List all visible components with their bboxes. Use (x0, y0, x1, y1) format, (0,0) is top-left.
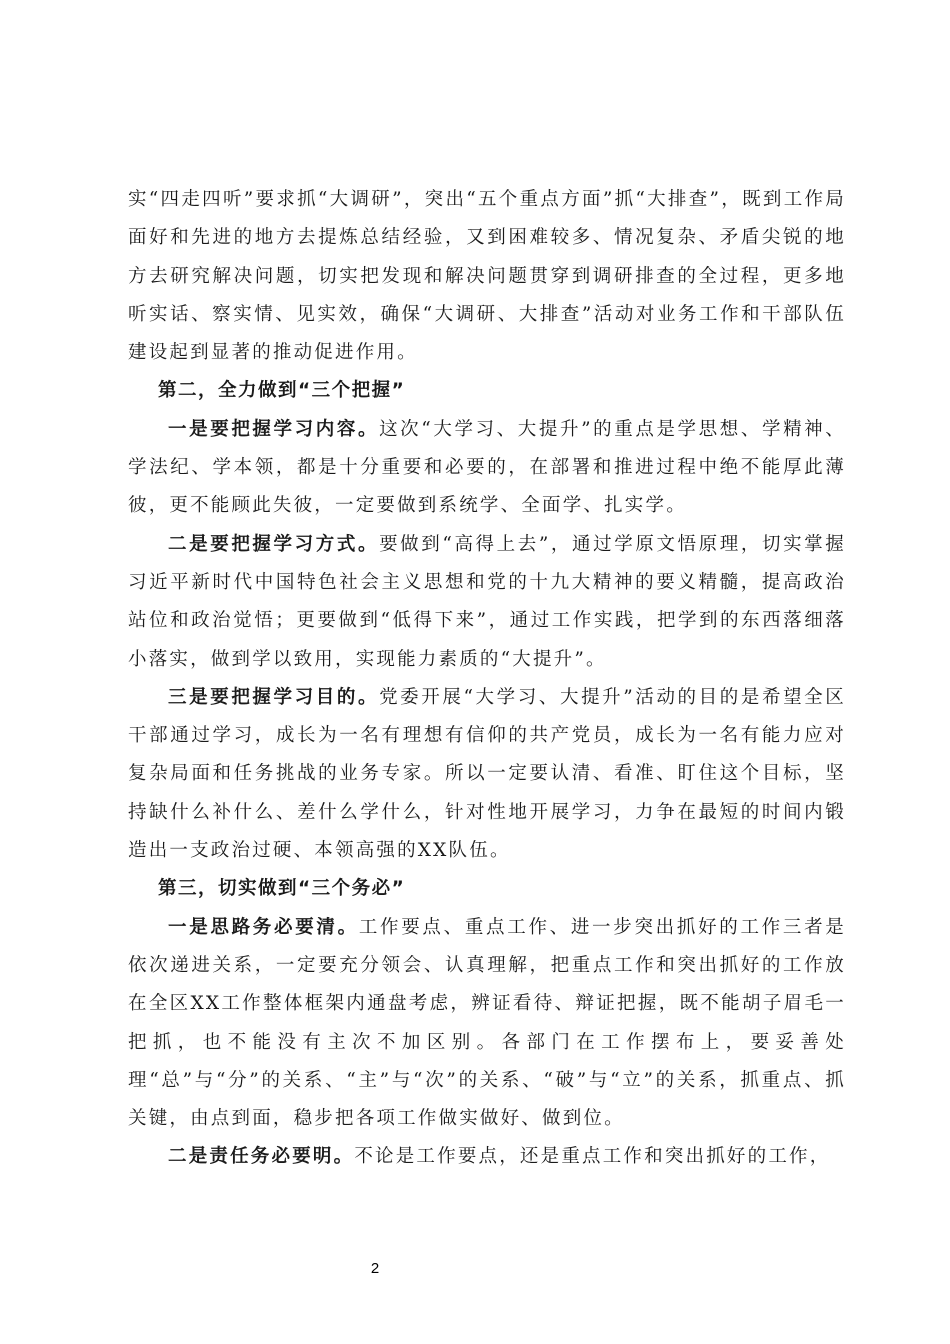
paragraph-text: 这次“大学习、大提升”的重点是学思想、学精神、学法纪、学本领，都是十分重要和必要的，在部署和推进过程中绝不能厚此薄彼，更不能顾此失彼，一定要做到系统学、全面学、扎实学。 (128, 418, 846, 517)
section-heading-two: 第二，全力做到“三个把握” (158, 380, 406, 402)
paragraph-text: 要做到“高得上去”，通过学原文悟原理，切实掌握习近平新时代中国特色社会主义思想和党的十九大精神的要义精髓，提高政治站位和政治觉悟；更要做到“低得下来”，通过工作实践，把学到的东西落细落小落实，做到学以致用，实现能力素质的“大提升”。 (128, 533, 846, 670)
document-body (128, 181, 846, 1177)
paragraph-continuation: 实“四走四听”要求抓“大调研”，突出“五个重点方面”抓“大排查”，既到工作局面好和先进的地方去提炼总结经验，又到困难较多、情况复杂、矛盾尖锐的地方去研究解决问题，切实把发现和解决问题贯穿到调研排查的全过程，更多地听实话、察实情、见实效，确保“大调研、大排查”活动对业务工作和干部队伍建设起到显著的推动促进作用。 (128, 189, 846, 364)
paragraph-lead: 三是要把握学习目的。 (168, 686, 380, 708)
section-heading-three: 第三，切实做到“三个务必” (158, 878, 406, 900)
paragraph-study-purpose (128, 679, 846, 870)
paragraph-clear-thinking (128, 909, 846, 1139)
paragraph-study-content (128, 411, 846, 526)
page-number: 2 (370, 1260, 380, 1277)
paragraph-study-method (128, 526, 846, 679)
paragraph-lead: 一是思路务必要清。 (168, 916, 359, 938)
paragraph-lead: 二是责任务必要明。 (168, 1146, 355, 1168)
paragraph-text: 不论是工作要点，还是重点工作和突出抓好的工作， (354, 1146, 831, 1168)
paragraph-text: 党委开展“大学习、大提升”活动的目的是希望全区干部通过学习，成长为一名有理想有信仰的共产党员，成长为一名有能力应对复杂局面和任务挑战的业务专家。所以一定要认清、看准、盯住这个目标，坚持缺什么补什么、差什么学什么，针对性地开展学习，力争在最短的时间内锻造出一支政治过硬、本领高强的XX队伍。 (128, 686, 846, 862)
paragraph-clear-responsibility (128, 1138, 846, 1176)
paragraph-text: 工作要点、重点工作、进一步突出抓好的工作三者是依次递进关系，一定要充分领会、认真理解，把重点工作和突出抓好的工作放在全区XX工作整体框架内通盘考虑，辨证看待、辩证把握，既不能胡子眉毛一把抓，也不能没有主次不加区别。各部门在工作摆布上，要妥善处理“总”与“分”的关系、“主”与“次”的关系、“破”与“立”的关系，抓重点、抓关键，由点到面，稳步把各项工作做实做好、做到位。 (128, 916, 846, 1130)
paragraph-lead: 一是要把握学习内容。 (168, 418, 380, 440)
paragraph-lead: 二是要把握学习方式。 (168, 533, 380, 555)
